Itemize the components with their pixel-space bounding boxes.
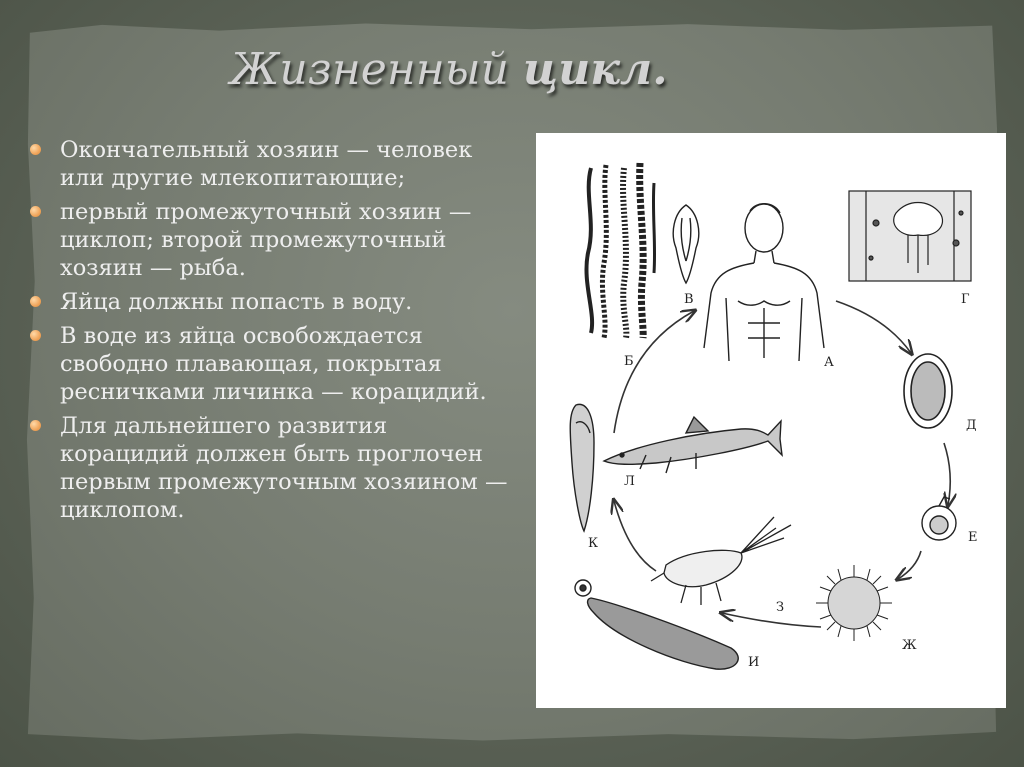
bullet-item xyxy=(28,198,518,282)
bullet-dot-icon xyxy=(30,144,41,155)
bullet-text: Яйца должны попасть в воду. xyxy=(60,289,413,315)
cyclops-illustration xyxy=(651,517,791,605)
label-d: Д xyxy=(966,418,977,433)
bullet-text: Для дальнейшего развития корацидий должен быть проглочен первым промежуточным хозяином — циклопом. xyxy=(60,413,508,523)
procercoid-illustration xyxy=(575,580,738,669)
arrow-z-to-k xyxy=(614,501,656,571)
bullet-item xyxy=(28,288,518,316)
adult-tapeworm-illustration xyxy=(586,163,654,338)
title-text-part1: Жизненный xyxy=(230,44,523,95)
arrow-e-to-zh xyxy=(898,551,921,579)
label-b: Б xyxy=(624,354,634,369)
bullet-item xyxy=(28,322,518,406)
bullet-dot-icon xyxy=(30,296,41,307)
tissue-section-illustration xyxy=(849,191,971,281)
label-a: А xyxy=(824,355,834,370)
life-cycle-figure xyxy=(536,133,1006,708)
bullet-dot-icon xyxy=(30,330,41,341)
life-cycle-diagram xyxy=(536,133,1006,708)
title-text-part2: цикл. xyxy=(522,44,668,95)
bullet-text: В воде из яйца освобождается свободно плавающая, покрытая ресничками личинка — корацидий. xyxy=(60,323,487,405)
label-g: Г xyxy=(961,292,970,307)
arrow-zh-to-i xyxy=(722,613,821,627)
pike-fish-illustration xyxy=(604,417,782,473)
bullet-item xyxy=(28,136,518,192)
egg-illustration xyxy=(904,354,952,428)
bullet-dot-icon xyxy=(30,420,41,431)
bullet-item xyxy=(28,412,518,524)
bullet-text: первый промежуточный хозяин — циклоп; второй промежуточный хозяин — рыба. xyxy=(60,199,472,281)
bullet-dot-icon xyxy=(30,206,41,217)
label-l: Л xyxy=(624,474,635,489)
scolex-illustration xyxy=(673,205,699,283)
bullet-text: Окончательный хозяин — человек или другие млекопитающие; xyxy=(60,137,473,191)
label-zh: Ж xyxy=(902,638,917,653)
coracidium-illustration xyxy=(816,565,892,641)
human-host-illustration xyxy=(704,204,824,361)
label-k: К xyxy=(588,536,599,551)
label-e: Е xyxy=(968,530,978,545)
bullet-list xyxy=(28,136,518,530)
slide-title xyxy=(230,44,770,114)
oncosphere-illustration xyxy=(922,497,956,540)
label-i: И xyxy=(748,655,760,670)
label-z: З xyxy=(776,600,785,615)
arrow-a-to-d xyxy=(836,301,911,353)
arrow-d-to-e xyxy=(944,443,950,505)
cycle-arrows xyxy=(614,301,950,627)
label-v: В xyxy=(684,292,694,307)
plerocercoid-illustration xyxy=(570,404,594,531)
